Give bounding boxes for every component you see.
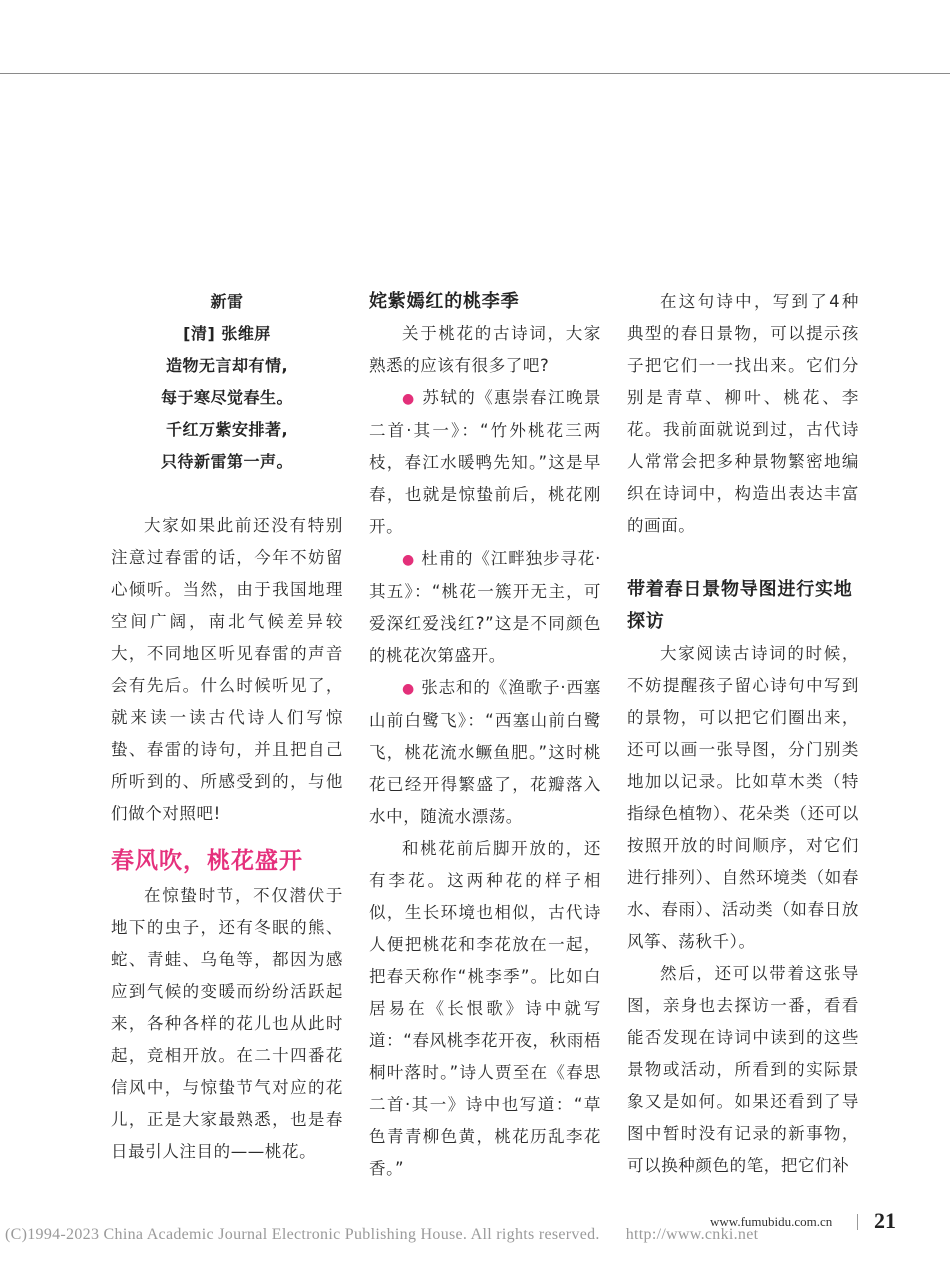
paragraph: 在惊蛰时节，不仅潜伏于地下的虫子，还有冬眠的熊、蛇、青蛙、乌龟等，都因为感应到气候的变暖而纷纷活跃起来，各种各样的花儿也从此时起，竞相开放。在二十四番花信风中，与惊蛰节气对应的花儿，正是大家最熟悉，也是春日最引人注目的——桃花。 (111, 886, 343, 1161)
column-1 (111, 286, 343, 1168)
bullet-item (369, 672, 601, 833)
section-heading-spring-wind: 春风吹，桃花盛开 (111, 848, 303, 874)
poem-line: 千红万紫安排著, (165, 420, 289, 439)
copyright-watermark (5, 1226, 758, 1244)
bullet-dot-icon: ● (402, 552, 416, 568)
bullet-dot-icon: ● (402, 391, 416, 407)
bullet-item (369, 543, 601, 672)
poem-line: 每于寒尽觉春生。 (160, 388, 293, 407)
paragraph: 和桃花前后脚开放的，还有李花。这两种花的样子相似，生长环境也相似，古代诗人便把桃花和李花放在一起，把春天称作“桃李季”。比如白居易在《长恨歌》诗中就写道：“春风桃李花开夜，秋雨梧桐叶落时。”诗人贾至在《春思二首·其一》诗中也写道：“草色青青柳色黄，桃花历乱李花香。” (369, 839, 601, 1178)
header-rule (0, 73, 950, 74)
bullet-text: 杜甫的《江畔独步寻花·其五》：“桃花一簇开无主，可爱深红爱浅红?”这是不同颜色的桃花次第盛开。 (369, 549, 601, 665)
bullet-text: 张志和的《渔歌子·西塞山前白鹭飞》：“西塞山前白鹭飞，桃花流水鳜鱼肥。”这时桃花已经开得繁盛了，花瓣落入水中，随流水漂荡。 (369, 678, 601, 826)
bullet-dot-icon: ● (402, 681, 416, 697)
paragraph: 关于桃花的古诗词，大家熟悉的应该有很多了吧? (369, 324, 601, 375)
poem-line: 只待新雷第一声。 (160, 452, 293, 471)
column-3 (627, 286, 859, 1182)
column-2 (369, 286, 601, 1185)
footer-divider (857, 1214, 858, 1230)
paragraph: 在这句诗中，写到了4种典型的春日景物，可以提示孩子把它们一一找出来。它们分别是青草、柳叶、桃花、李花。我前面就说到过，古代诗人常常会把多种景物繁密地编织在诗词中，构造出表达丰富的画面。 (627, 292, 859, 535)
section-heading-peach-plum: 姹紫嫣红的桃李季 (369, 291, 520, 312)
poem-title: 新雷 (210, 292, 244, 311)
cnki-url: http://www.cnki.net (625, 1226, 759, 1243)
paragraph: 大家阅读古诗词的时候，不妨提醒孩子留心诗句中写到的景物，可以把它们圈出来，还可以画一张导图，分门别类地加以记录。比如草木类（特指绿色植物）、花朵类（还可以按照开放的时间顺序，对它们进行排列）、自然环境类（如春水、春雨）、活动类（如春日放风筝、荡秋千）。 (627, 644, 859, 951)
copyright-text: (C)1994-2023 China Academic Journal Electronic Publishing House. All rights reserved. (5, 1226, 600, 1243)
website-url: www.fumubidu.com.cn (710, 1214, 833, 1229)
page-number: 21 (874, 1208, 896, 1233)
poem-line: 造物无言却有情, (165, 356, 289, 375)
paragraph: 然后，还可以带着这张导图，亲身也去探访一番，看看能否发现在诗词中读到的这些景物或活动，所看到的实际景象又是如何。如果还看到了导图中暂时没有记录的新事物，可以换种颜色的笔，把它们补 (627, 964, 859, 1175)
bullet-item (369, 382, 601, 543)
intro-paragraph: 大家如果此前还没有特别注意过春雷的话，今年不妨留心倾听。当然，由于我国地理空间广阔，南北气候差异较大，不同地区听见春雷的声音会有先后。什么时候听见了，就来读一读古代诗人们写惊蛰、春雷的诗句，并且把自己所听到的、所感受到的，与他们做个对照吧! (111, 516, 343, 823)
bullet-text: 苏轼的《惠崇春江晚景二首·其一》：“竹外桃花三两枝，春江水暖鸭先知。”这是早春，也就是惊蛰前后，桃花刚开。 (369, 388, 601, 536)
section-heading-field-visit: 带着春日景物导图进行实地探访 (627, 579, 853, 632)
poem-block (111, 286, 343, 478)
poem-author: [清] 张维屏 (183, 324, 271, 343)
